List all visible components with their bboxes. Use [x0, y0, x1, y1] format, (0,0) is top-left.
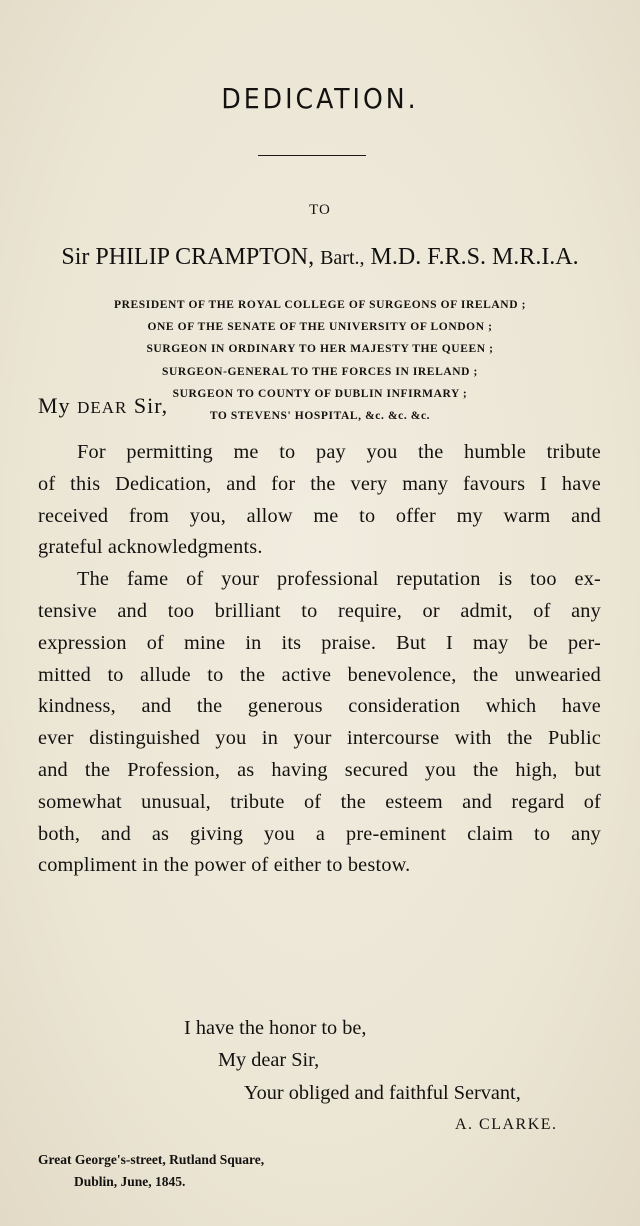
closing-line: My dear Sir,: [218, 1049, 320, 1071]
address-line: Great George's-street, Rutland Square,: [38, 1152, 265, 1167]
dedicatee-baronet: Bart.,: [320, 247, 365, 269]
title-line: SURGEON IN ORDINARY TO HER MAJESTY THE QUEEN ;: [146, 343, 494, 356]
dedicatee-degrees: M.D. F.R.S. M.R.I.A.: [370, 244, 579, 270]
title-line: ONE OF THE SENATE OF THE UNIVERSITY OF LONDON ;: [147, 321, 493, 334]
dedicatee-prefix: Sir: [61, 244, 90, 270]
salutation: [38, 393, 168, 419]
to-label: TO: [309, 202, 331, 218]
salutation-first: My: [38, 393, 71, 418]
closing-line: Your obliged and faithful Servant,: [244, 1082, 521, 1104]
body-line: both, and as giving you a pre-eminent claim to any: [38, 822, 601, 845]
body-line: somewhat unusual, tribute of the esteem and regard of: [38, 790, 601, 813]
body-line: and the Profession, as having secured you the high, but: [38, 758, 601, 781]
body-line: received from you, allow me to offer my warm and: [38, 504, 601, 527]
title-line: TO STEVENS' HOSPITAL, &c. &c. &c.: [209, 410, 431, 423]
closing-line: I have the honor to be,: [184, 1017, 367, 1039]
body-line: of this Dedication, and for the very many favours I have: [38, 472, 601, 495]
body-line: kindness, and the generous consideration which have: [38, 695, 601, 718]
salutation-rest: DEAR: [77, 398, 128, 417]
body-line: expression of mine in its praise. But I may be per-: [38, 631, 601, 654]
body-line: For permitting me to pay you the humble tribute: [77, 441, 601, 463]
address-line: Dublin, June, 1845.: [74, 1174, 186, 1189]
body-line: The fame of your professional reputation is too ex-: [77, 568, 601, 591]
dedicatee-name: PHILIP CRAMPTON,: [95, 244, 315, 270]
body-line: mitted to allude to the active benevolence, the unwearied: [38, 663, 601, 686]
dedication-body: [38, 437, 601, 882]
divider-rule: [258, 155, 366, 156]
body-line: tensive and too brilliant to require, or admit, of any: [38, 599, 601, 622]
salutation-sir: Sir,: [133, 393, 169, 418]
title-line: SURGEON-GENERAL TO THE FORCES IN IRELAND ;: [162, 365, 478, 378]
body-line: compliment in the power of either to bestow.: [38, 854, 411, 877]
body-line: ever distinguished you in your intercourse with the Public: [38, 727, 601, 750]
signature: A. CLARKE.: [455, 1116, 558, 1133]
body-line: grateful acknowledgments.: [38, 536, 263, 559]
page-title: DEDICATION.: [221, 82, 419, 115]
dedicatee-line: [0, 244, 640, 271]
title-line: SURGEON TO COUNTY OF DUBLIN INFIRMARY ;: [172, 387, 468, 400]
title-line: PRESIDENT OF THE ROYAL COLLEGE OF SURGEONS OF IRELAND ;: [113, 299, 527, 311]
